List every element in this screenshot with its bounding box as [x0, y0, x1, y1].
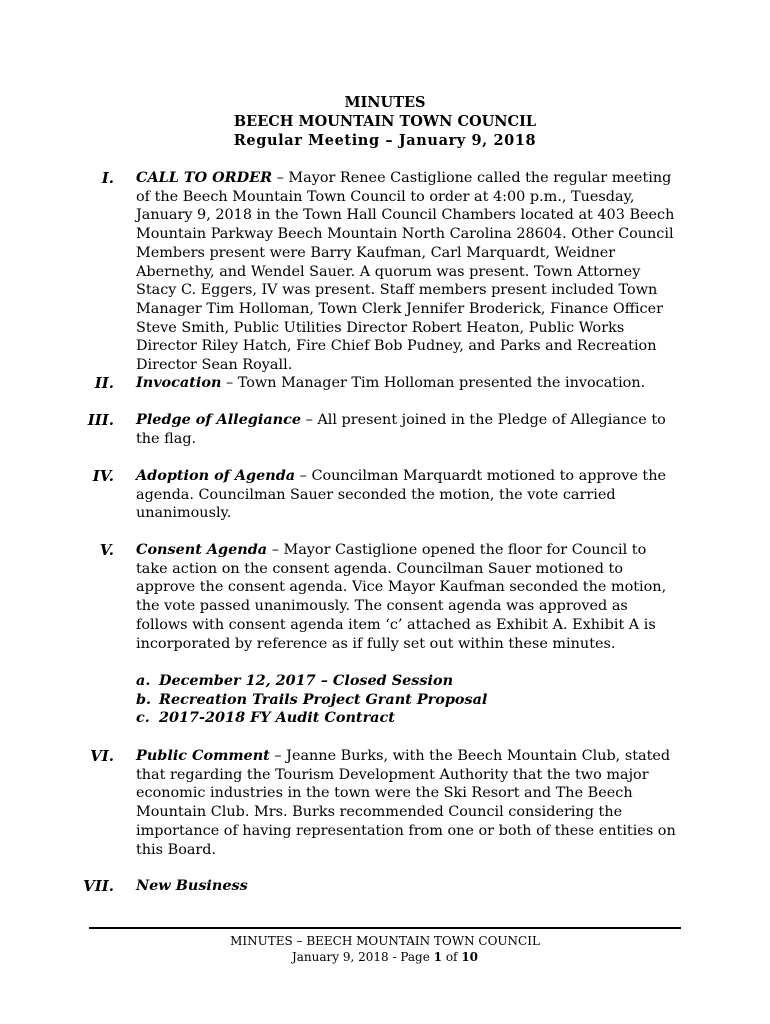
footer-of: of — [442, 950, 462, 964]
section-body — [136, 169, 681, 375]
section-heading: Pledge of Allegiance — [136, 411, 302, 428]
section-number: I. — [101, 169, 114, 187]
list-item-text: Recreation Trails Project Grant Proposal — [159, 690, 488, 708]
total-page-count: 10 — [461, 950, 479, 964]
consent-items-list — [136, 672, 681, 728]
section-text: – Town Manager Tim Holloman presented the invocation. — [221, 375, 646, 391]
list-item — [136, 709, 681, 728]
section-body — [136, 467, 681, 523]
section-text: – Mayor Renee Castiglione called the regular meeting of the Beech Mountain Town Council to order at 4:00 p.m., Tuesday, January 9, 2018 in the Town Hall Council Chambers located at 403 Beech Mountain Parkway Beech Mountain North Carolina 28604. Other Council Members present were Barry Kaufman, Carl Marquardt, Weidner Abernethy, and Wendel Sauer. A quorum was present. Town Attorney Stacy C. Eggers, IV was present. Staff members present included Town Manager Tim Holloman, Town Clerk Jennifer Broderick, Finance Officer Steve Smith, Public Utilities Director Robert Heaton, Public Works Director Riley Hatch, Fire Chief Bob Pudney, and Parks and Recreation Director Sean Royall. — [136, 170, 675, 374]
section-number: VII. — [83, 877, 114, 895]
section-number: V. — [99, 541, 114, 559]
section-heading: CALL TO ORDER — [136, 169, 273, 186]
meeting-subtitle: Regular Meeting – January 9, 2018 — [233, 132, 537, 149]
section-heading: Consent Agenda — [136, 541, 268, 558]
page-footer — [0, 933, 770, 965]
list-item-text: December 12, 2017 – Closed Session — [159, 672, 454, 689]
section-number: III. — [87, 411, 114, 429]
section-text: – Mayor Castiglione opened the floor for Council to take action on the consent agenda. Councilman Sauer motioned to approve the consent agenda. Vice Mayor Kaufman seconded the motion, the vote passed unanimously. The consent agenda was approved as follows with consent agenda item ‘c’ attached as Exhibit A. Exhibit A is incorporated by reference as if fully set out within these minutes. — [136, 542, 667, 652]
section-number: VI. — [90, 747, 114, 765]
section-number: II. — [94, 374, 114, 392]
section-heading: Public Comment — [136, 747, 270, 764]
section-text: – Jeanne Burks, with the Beech Mountain Club, stated that regarding the Tourism Development Authority that the two major economic industries in the town were the Ski Resort and The Beech Mountain Club. Mrs. Burks recommended Council considering the importance of having representation from one or both of these entities on this Board. — [136, 748, 676, 858]
list-item-text: 2017-2018 FY Audit Contract — [159, 709, 395, 727]
list-marker: c. — [136, 709, 150, 727]
footer-title: MINUTES – BEECH MOUNTAIN TOWN COUNCIL — [230, 934, 540, 948]
document-header — [0, 93, 770, 150]
section-body — [136, 374, 681, 393]
section-text: – All present joined in the Pledge of Allegiance to the flag. — [136, 412, 666, 447]
list-marker: b. — [136, 690, 152, 708]
list-item — [136, 691, 681, 710]
council-name: BEECH MOUNTAIN TOWN COUNCIL — [233, 113, 537, 130]
list-item — [136, 672, 681, 691]
current-page-number: 1 — [433, 950, 443, 964]
section-body — [136, 877, 681, 896]
section-heading: New Business — [136, 877, 248, 894]
footer-divider — [89, 927, 681, 929]
footer-date: January 9, 2018 - Page — [291, 950, 434, 964]
footer-page-info — [0, 949, 770, 965]
section-body — [136, 411, 681, 448]
section-heading: Adoption of Agenda — [136, 467, 296, 484]
list-marker: a. — [136, 672, 151, 689]
section-text: – Councilman Marquardt motioned to approve the agenda. Councilman Sauer seconded the motion, the vote carried unanimously. — [136, 468, 666, 522]
section-body — [136, 747, 681, 859]
section-number: IV. — [92, 467, 114, 485]
section-body — [136, 541, 681, 653]
section-heading: Invocation — [136, 374, 222, 391]
document-title: MINUTES — [344, 94, 426, 111]
